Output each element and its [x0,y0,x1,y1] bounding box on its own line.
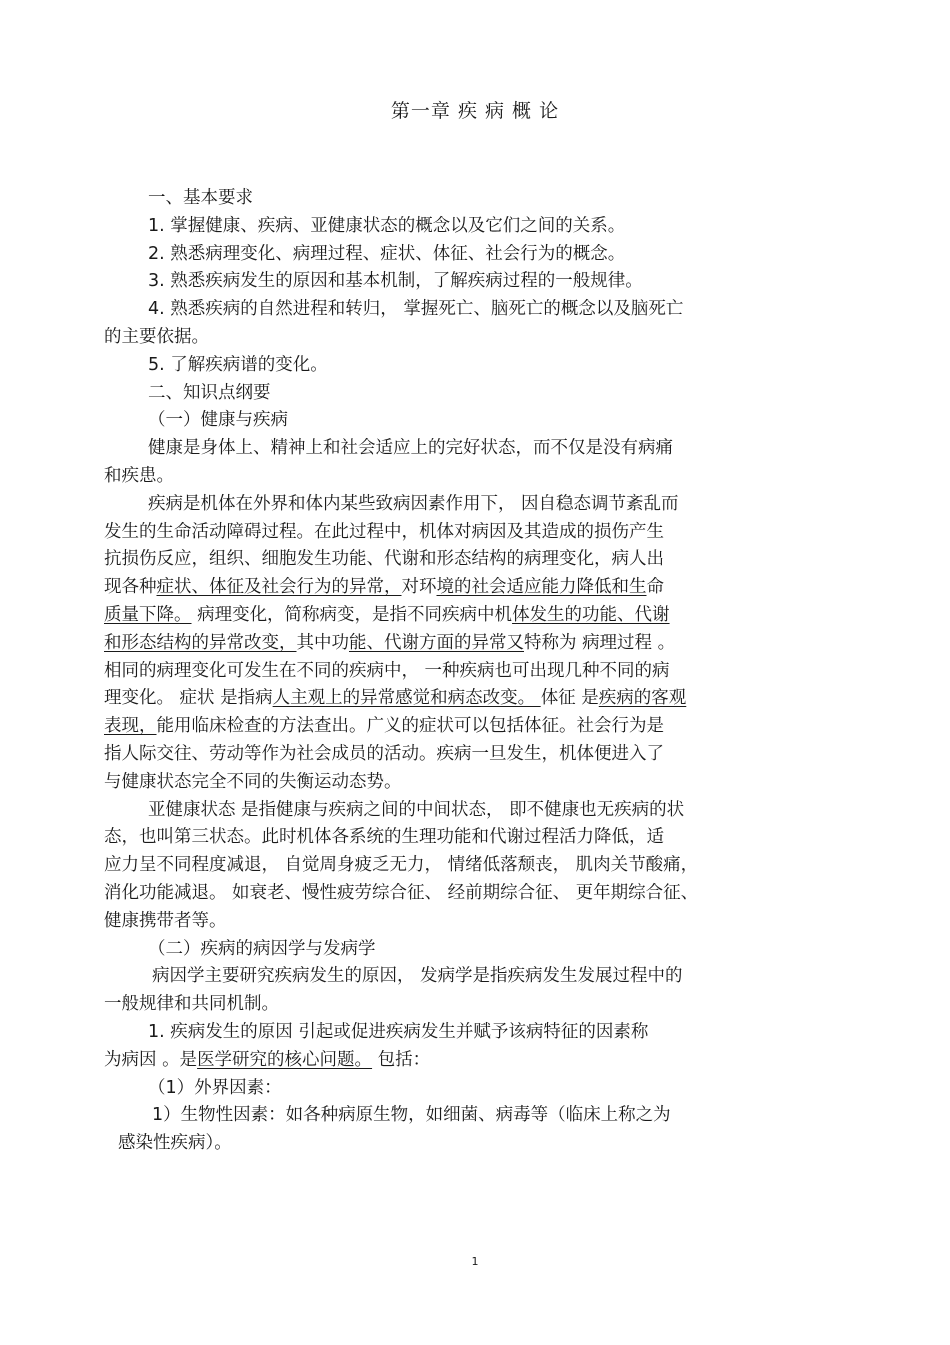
text-line [104,463,820,491]
text-segment: 包括： [372,1049,431,1070]
text-segment: 特称为 病理过程 。 [524,632,676,653]
underlined-text: 境的社会适应能力降低和生 [436,577,647,598]
text-line [104,602,820,630]
text-line [104,380,820,408]
text-line [104,630,820,658]
text-line [104,741,820,769]
text-line [104,991,820,1019]
text-line [104,546,820,574]
text-segment: 的主要依据。 [104,326,209,347]
text-line [104,352,820,380]
text-segment: 4. 熟悉疾病的自然进程和转归， 掌握死亡、脑死亡的概念以及脑死亡 [148,299,684,320]
text-segment: 和疾患。 [104,465,174,486]
text-line [104,908,820,936]
text-line [104,963,820,991]
text-segment: 亚健康状态 是指健康与疾病之间的中间状态， 即不健康也无疾病的状 [148,799,685,820]
text-segment: 病理变化，简称病变，是指不同疾病中机 [191,604,513,625]
text-segment: 2. 熟悉病理变化、病理过程、症状、体征、社会行为的概念。 [148,243,626,264]
text-line [104,1047,820,1075]
underlined-text: 表现， [104,716,157,737]
text-segment: （一）健康与疾病 [148,410,288,431]
text-line [104,185,820,213]
text-line [104,1019,820,1047]
text-segment: 与健康状态完全不同的失衡运动态势。 [104,771,402,792]
text-segment: 相同的病理变化可发生在不同的疾病中， 一种疾病也可出现几种不同的病 [104,660,670,681]
text-segment: 现各种 [104,577,157,598]
underlined-text: 能、代谢方面的异常又 [349,632,524,653]
text-segment: （1）外界因素： [148,1077,282,1098]
text-segment: 病因学主要研究疾病发生的原因， 发病学是指疾病发生发展过程中的 [152,966,683,987]
text-segment: 应力呈不同程度减退， 自觉周身疲乏无力， 情绪低落颓丧， 肌肉关节酸痛， [104,855,699,876]
text-line [104,797,820,825]
text-segment: 1. 疾病发生的原因 引起或促进疾病发生并赋予该病特征的因素称 [148,1021,649,1042]
text-line [104,1130,820,1158]
text-segment: 1）生物性因素：如各种病原生物，如细菌、病毒等（临床上称之为 [152,1105,671,1126]
underlined-text: 人主观上的异常感觉和病态改变。 [272,688,541,709]
text-line [104,1075,820,1103]
text-segment: 一般规律和共同机制。 [104,994,279,1015]
text-line [104,491,820,519]
text-line [104,407,820,435]
text-line [104,574,820,602]
text-segment: 能用临床检查的方法查出。广义的症状可以包括体征。社会行为是 [156,716,664,737]
text-segment: 1. 掌握健康、疾病、亚健康状态的概念以及它们之间的关系。 [148,215,626,236]
text-segment: 为病因 。是 [104,1049,198,1070]
text-line [104,713,820,741]
underlined-text: 质量下降。 [104,604,192,625]
text-line [104,685,820,713]
text-line [104,1102,820,1130]
text-segment: 指人际交往、劳动等作为社会成员的活动。疾病一旦发生，机体便进入了 [104,743,664,764]
underlined-text: 体发生的功能、代谢 [512,604,670,625]
text-segment: 抗损伤反应，组织、细胞发生功能、代谢和形态结构的病理变化，病人出 [104,549,664,570]
document-body [104,185,820,1158]
underlined-text: 症状、体征及社会行为的异常， [156,577,402,598]
text-segment: 理变化。 症状 是指病 [104,688,273,709]
text-line [104,241,820,269]
text-segment: 对环 [401,577,437,598]
text-line [104,880,820,908]
text-segment: 健康携带者等。 [104,910,227,931]
text-line [104,324,820,352]
text-segment: 5. 了解疾病谱的变化。 [148,354,328,375]
text-segment: 态，也叫第三状态。此时机体各系统的生理功能和代谢过程活力降低，适 [104,827,664,848]
text-line [104,658,820,686]
chapter-title: 第一章 疾 病 概 论 [390,100,560,122]
text-line [104,268,820,296]
text-segment: 一、基本要求 [148,188,253,208]
underlined-text: 和形态结构的异常改变， [104,632,297,653]
text-line [104,936,820,964]
text-line [104,519,820,547]
text-line [104,852,820,880]
text-segment: （二）疾病的病因学与发病学 [148,938,376,959]
text-line [104,435,820,463]
text-line [104,213,820,241]
page-number: 1 [471,1255,479,1268]
underlined-text: 疾病的客观 [598,688,687,709]
text-segment: 二、知识点纲要 [148,382,271,403]
text-segment: 其中功 [296,632,349,653]
text-line [104,824,820,852]
text-segment: 消化功能减退。 如衰老、慢性疲劳综合征、 经前期综合征、 更年期综合征、 [104,882,699,903]
text-segment: 发生的生命活动障碍过程。在此过程中，机体对病因及其造成的损伤产生 [104,521,664,542]
text-segment: 感染性疾病）。 [118,1133,232,1154]
underlined-text: 医学研究的核心问题。 [197,1049,373,1070]
text-segment: 命 [646,577,664,598]
text-segment: 健康是身体上、精神上和社会适应上的完好状态，而不仅是没有病痛 [148,438,673,459]
text-line [104,769,820,797]
text-line [104,296,820,324]
text-segment: 3. 熟悉疾病发生的原因和基本机制，了解疾病过程的一般规律。 [148,271,643,292]
text-segment: 疾病是机体在外界和体内某些致病因素作用下， 因自稳态调节紊乱而 [148,493,679,514]
text-segment: 体征 是 [540,688,599,709]
